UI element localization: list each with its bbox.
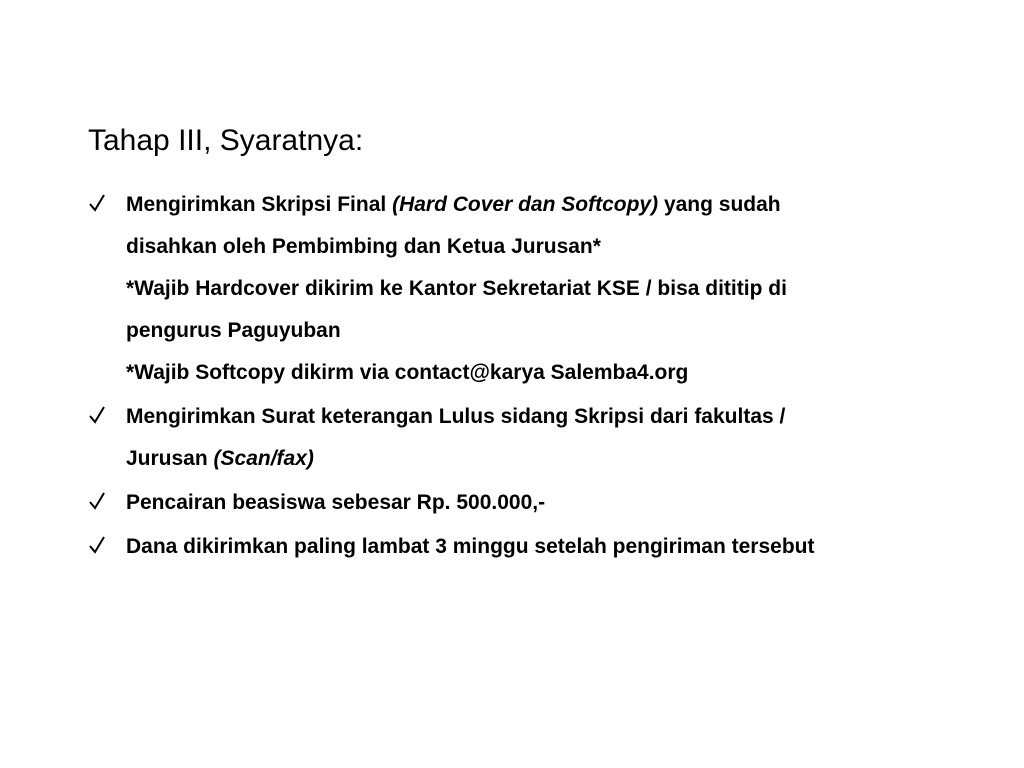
item-text: Jurusan: [126, 447, 214, 470]
item-line: [126, 438, 988, 480]
list-item: [88, 526, 988, 568]
check-icon: [88, 184, 110, 226]
check-icon: [88, 526, 110, 568]
check-icon: [88, 396, 110, 438]
item-text: yang sudah: [658, 193, 781, 216]
slide-heading: Tahap III, Syaratnya:: [88, 124, 364, 157]
item-line: Dana dikirimkan paling lambat 3 minggu setelah pengiriman tersebut: [126, 535, 815, 558]
item-line: *Wajib Hardcover dikirim ke Kantor Sekretariat KSE / bisa dititip di: [126, 277, 787, 300]
item-line: disahkan oleh Pembimbing dan Ketua Jurusan*: [126, 235, 601, 258]
item-line: pengurus Paguyuban: [126, 319, 341, 342]
item-line: *Wajib Softcopy dikirm via contact@karya Salemba4.org: [126, 361, 689, 384]
item-line: Pencairan beasiswa sebesar Rp. 500.000,-: [126, 491, 546, 514]
requirements-list: [88, 184, 988, 570]
list-item: [88, 396, 988, 480]
item-line: Mengirimkan Surat keterangan Lulus sidang Skripsi dari fakultas /: [126, 405, 786, 428]
check-icon: [88, 482, 110, 524]
list-item: [88, 184, 988, 394]
item-line: [126, 184, 988, 226]
item-italic-text: (Hard Cover dan Softcopy): [392, 193, 659, 216]
item-italic-text: (Scan/fax): [213, 447, 314, 470]
item-text: Mengirimkan Skripsi Final: [126, 193, 393, 216]
list-item: [88, 482, 988, 524]
